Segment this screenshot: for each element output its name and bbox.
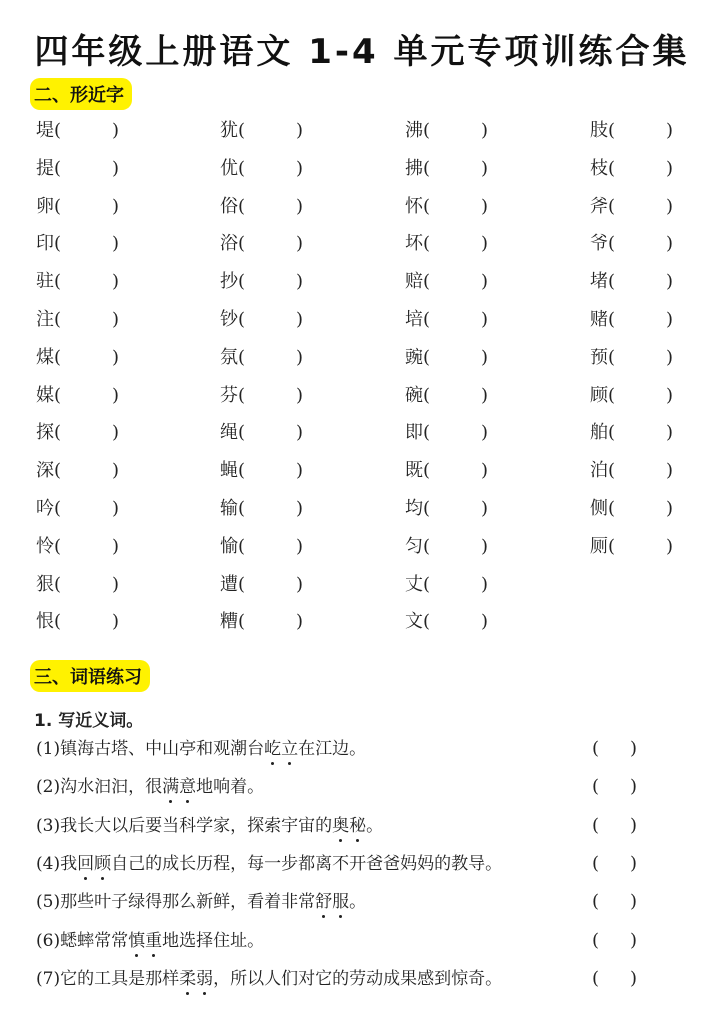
character: 绳 [220,422,238,443]
answer-blank-close: ) [112,158,120,179]
similar-character-item [36,271,119,293]
question-text: 。 [366,816,384,836]
answer-blank[interactable]: ( [238,574,246,595]
answer-blank-close: ) [481,498,489,519]
answer-blank[interactable]: ( [238,422,246,443]
similar-character-item [36,233,119,255]
question-text: 它的工具是那样 [60,969,180,989]
answer-blank[interactable]: ( [54,271,62,292]
answer-blank-close: ) [481,460,489,481]
answer-blank[interactable]: ( [423,536,431,557]
marked-word: 奥秘 [332,816,367,836]
section-heading-word-practice: 三、词语练习 [30,660,150,692]
answer-blank-close: ) [481,309,489,330]
similar-character-item [220,196,303,218]
character: 愉 [220,536,238,557]
character: 匀 [405,536,423,557]
answer-blank-close: ) [296,158,304,179]
similar-character-item [220,347,303,369]
character: 深 [36,460,54,481]
synonym-question [36,853,502,875]
similar-character-item [590,347,673,369]
character: 肢 [590,120,608,141]
answer-blank[interactable]: ( [54,347,62,368]
answer-blank-close: ) [112,460,120,481]
similar-character-item [405,196,488,218]
similar-character-item [36,574,119,596]
answer-blank-close: ) [666,498,674,519]
character: 坏 [405,233,423,254]
similar-character-item [36,196,119,218]
similar-character-item [405,536,488,558]
answer-blank[interactable]: ( [238,498,246,519]
similar-character-item [590,422,673,444]
similar-character-item [590,309,673,331]
answer-blank[interactable]: ( [54,233,62,254]
character: 培 [405,309,423,330]
marked-word: 屹立 [264,739,299,759]
synonym-question [36,930,264,952]
answer-blank-close: ) [112,498,120,519]
character: 蝇 [220,460,238,481]
answer-blank-close: ) [112,611,120,632]
answer-blank[interactable]: ( [423,574,431,595]
answer-blank[interactable]: ( [238,233,246,254]
synonym-answer-blank[interactable]: ( ) [592,853,638,874]
character: 氛 [220,347,238,368]
character: 枝 [590,158,608,179]
question-text: 。 [349,892,367,912]
answer-blank[interactable]: ( [54,196,62,217]
character: 文 [405,611,423,632]
answer-blank-close: ) [666,422,674,443]
answer-blank-close: ) [296,498,304,519]
similar-character-item [590,120,673,142]
character: 丈 [405,574,423,595]
answer-blank-close: ) [296,196,304,217]
answer-blank[interactable]: ( [423,347,431,368]
answer-blank[interactable]: ( [608,196,616,217]
similar-character-item [405,271,488,293]
character: 提 [36,158,54,179]
answer-blank-close: ) [296,347,304,368]
synonym-question [36,815,383,837]
question-text: 那些叶子绿得那么新鲜，看着非常 [60,892,316,912]
answer-blank-close: ) [296,233,304,254]
answer-blank-close: ) [666,120,674,141]
similar-character-item [590,158,673,180]
character: 堵 [590,271,608,292]
answer-blank[interactable]: ( [54,536,62,557]
question-number: (1) [36,739,61,759]
synonym-answer-blank[interactable]: ( ) [592,930,638,951]
answer-blank-close: ) [112,196,120,217]
answer-blank[interactable]: ( [423,385,431,406]
similar-character-item [36,611,119,633]
answer-blank-close: ) [481,385,489,406]
character: 赔 [405,271,423,292]
answer-blank[interactable]: ( [238,196,246,217]
answer-blank[interactable]: ( [423,498,431,519]
answer-blank-close: ) [481,422,489,443]
character: 优 [220,158,238,179]
similar-character-item [220,422,303,444]
similar-character-item [220,158,303,180]
similar-character-item [590,271,673,293]
similar-character-item [405,460,488,482]
answer-blank[interactable]: ( [608,385,616,406]
answer-blank[interactable]: ( [608,158,616,179]
answer-blank[interactable]: ( [238,271,246,292]
question-number: (6) [36,931,61,951]
answer-blank-close: ) [296,309,304,330]
synonym-question [36,891,366,913]
character: 犹 [220,120,238,141]
answer-blank-close: ) [296,271,304,292]
answer-blank[interactable]: ( [54,498,62,519]
marked-word: 舒服 [315,892,350,912]
answer-blank[interactable]: ( [54,120,62,141]
question-text: 地响着。 [196,777,265,797]
character: 恨 [36,611,54,632]
character: 侧 [590,498,608,519]
answer-blank[interactable]: ( [238,158,246,179]
answer-blank-close: ) [112,309,120,330]
character: 爷 [590,233,608,254]
similar-character-item [36,120,119,142]
question-text: 地选择住址。 [162,931,265,951]
similar-character-item [36,422,119,444]
answer-blank[interactable]: ( [608,536,616,557]
similar-character-item [220,309,303,331]
synonym-answer-blank[interactable]: ( ) [592,815,638,836]
question-text: 我 [60,854,78,874]
answer-blank[interactable]: ( [608,347,616,368]
answer-blank[interactable]: ( [238,347,246,368]
character: 舶 [590,422,608,443]
character: 即 [405,422,423,443]
similar-character-item [405,120,488,142]
similar-character-item [36,158,119,180]
answer-blank-close: ) [666,385,674,406]
answer-blank[interactable]: ( [423,460,431,481]
answer-blank-close: ) [666,460,674,481]
answer-blank-close: ) [112,271,120,292]
answer-blank[interactable]: ( [423,158,431,179]
character: 输 [220,498,238,519]
answer-blank-close: ) [296,574,304,595]
synonym-answer-blank[interactable]: ( ) [592,968,638,989]
similar-character-item [405,233,488,255]
character: 浴 [220,233,238,254]
question-text: ，所以人们对它的劳动成果感到惊奇。 [213,969,503,989]
answer-blank-close: ) [666,536,674,557]
similar-character-item [590,196,673,218]
character: 均 [405,498,423,519]
marked-word: 满意 [162,777,197,797]
similar-character-item [36,536,119,558]
character: 赌 [590,309,608,330]
similar-character-item [405,498,488,520]
question-text: 在江边。 [298,739,367,759]
answer-blank-close: ) [112,233,120,254]
page-title: 四年级上册语文 1-4 单元专项训练合集 [34,32,690,72]
question-text: 自己的成长历程，每一步都离不开爸爸妈妈的教导。 [111,854,503,874]
answer-blank[interactable]: ( [54,574,62,595]
character: 怀 [405,196,423,217]
question-text: 镇海古塔、中山亭和观潮台 [60,739,265,759]
synonym-question [36,738,366,760]
similar-character-item [36,385,119,407]
answer-blank-close: ) [112,347,120,368]
synonym-question [36,968,502,990]
answer-blank-close: ) [481,574,489,595]
similar-character-item [220,271,303,293]
answer-blank-close: ) [666,309,674,330]
answer-blank[interactable]: ( [608,460,616,481]
similar-character-item [36,309,119,331]
character: 遭 [220,574,238,595]
character: 媒 [36,385,54,406]
answer-blank[interactable]: ( [423,196,431,217]
question-number: (7) [36,969,61,989]
answer-blank-close: ) [481,233,489,254]
marked-word: 回顾 [77,854,112,874]
answer-blank-close: ) [112,120,120,141]
answer-blank[interactable]: ( [423,233,431,254]
character: 顾 [590,385,608,406]
similar-character-item [590,498,673,520]
answer-blank[interactable]: ( [423,309,431,330]
similar-character-item [590,460,673,482]
question-text: 我长大以后要当科学家，探索宇宙的 [60,816,333,836]
similar-character-item [36,498,119,520]
character: 豌 [405,347,423,368]
answer-blank[interactable]: ( [54,422,62,443]
answer-blank[interactable]: ( [238,120,246,141]
answer-blank[interactable]: ( [608,233,616,254]
answer-blank[interactable]: ( [608,498,616,519]
answer-blank-close: ) [481,158,489,179]
character: 预 [590,347,608,368]
answer-blank[interactable]: ( [423,422,431,443]
answer-blank-close: ) [296,385,304,406]
similar-character-item [405,611,488,633]
similar-character-item [405,574,488,596]
answer-blank[interactable]: ( [54,158,62,179]
character: 俗 [220,196,238,217]
question-text: 蟋蟀常常 [60,931,129,951]
answer-blank-close: ) [666,233,674,254]
similar-character-item [220,498,303,520]
similar-character-item [220,120,303,142]
character: 碗 [405,385,423,406]
answer-blank[interactable]: ( [423,120,431,141]
answer-blank-close: ) [112,422,120,443]
answer-blank[interactable]: ( [238,309,246,330]
synonym-answer-blank[interactable]: ( ) [592,891,638,912]
answer-blank-close: ) [666,196,674,217]
character: 糟 [220,611,238,632]
synonym-answer-blank[interactable]: ( ) [592,738,638,759]
answer-blank[interactable]: ( [54,611,62,632]
answer-blank-close: ) [296,536,304,557]
character: 狠 [36,574,54,595]
character: 煤 [36,347,54,368]
answer-blank[interactable]: ( [608,271,616,292]
answer-blank-close: ) [112,536,120,557]
answer-blank[interactable]: ( [423,611,431,632]
character: 厕 [590,536,608,557]
character: 堤 [36,120,54,141]
character: 印 [36,233,54,254]
character: 拂 [405,158,423,179]
character: 吟 [36,498,54,519]
answer-blank-close: ) [481,611,489,632]
answer-blank[interactable]: ( [608,422,616,443]
similar-character-item [220,233,303,255]
answer-blank[interactable]: ( [54,460,62,481]
similar-character-item [36,460,119,482]
answer-blank-close: ) [112,574,120,595]
answer-blank[interactable]: ( [238,460,246,481]
similar-character-item [220,611,303,633]
answer-blank-close: ) [296,611,304,632]
marked-word: 柔弱 [179,969,214,989]
character: 抄 [220,271,238,292]
answer-blank-close: ) [481,347,489,368]
similar-character-item [220,574,303,596]
character: 芬 [220,385,238,406]
answer-blank[interactable]: ( [608,120,616,141]
similar-character-item [220,385,303,407]
question-number: (2) [36,777,61,797]
character: 探 [36,422,54,443]
character: 沸 [405,120,423,141]
similar-character-item [36,347,119,369]
similar-character-item [405,347,488,369]
character: 既 [405,460,423,481]
answer-blank-close: ) [296,422,304,443]
question-number: (4) [36,854,61,874]
synonym-answer-blank[interactable]: ( ) [592,776,638,797]
answer-blank-close: ) [481,536,489,557]
character: 钞 [220,309,238,330]
answer-blank-close: ) [481,196,489,217]
answer-blank[interactable]: ( [423,271,431,292]
answer-blank-close: ) [112,385,120,406]
similar-character-item [405,309,488,331]
question-number: (5) [36,892,61,912]
similar-character-item [405,422,488,444]
similar-character-item [220,536,303,558]
similar-character-item [405,385,488,407]
character: 卵 [36,196,54,217]
question-number: (3) [36,816,61,836]
answer-blank[interactable]: ( [54,309,62,330]
answer-blank-close: ) [481,120,489,141]
answer-blank[interactable]: ( [238,536,246,557]
similar-character-item [590,536,673,558]
answer-blank-close: ) [296,120,304,141]
marked-word: 慎重 [128,931,163,951]
similar-character-item [590,385,673,407]
synonym-instruction: 1. 写近义词。 [34,711,144,731]
character: 驻 [36,271,54,292]
answer-blank-close: ) [666,158,674,179]
answer-blank[interactable]: ( [54,385,62,406]
question-text: 沟水汩汩，很 [60,777,163,797]
answer-blank-close: ) [666,271,674,292]
answer-blank-close: ) [481,271,489,292]
synonym-question [36,776,264,798]
character: 怜 [36,536,54,557]
similar-character-item [590,233,673,255]
similar-character-item [220,460,303,482]
answer-blank-close: ) [296,460,304,481]
section-heading-similar-characters: 二、形近字 [30,78,132,110]
answer-blank[interactable]: ( [608,309,616,330]
answer-blank-close: ) [666,347,674,368]
answer-blank[interactable]: ( [238,385,246,406]
character: 泊 [590,460,608,481]
answer-blank[interactable]: ( [238,611,246,632]
character: 斧 [590,196,608,217]
similar-character-item [405,158,488,180]
character: 注 [36,309,54,330]
